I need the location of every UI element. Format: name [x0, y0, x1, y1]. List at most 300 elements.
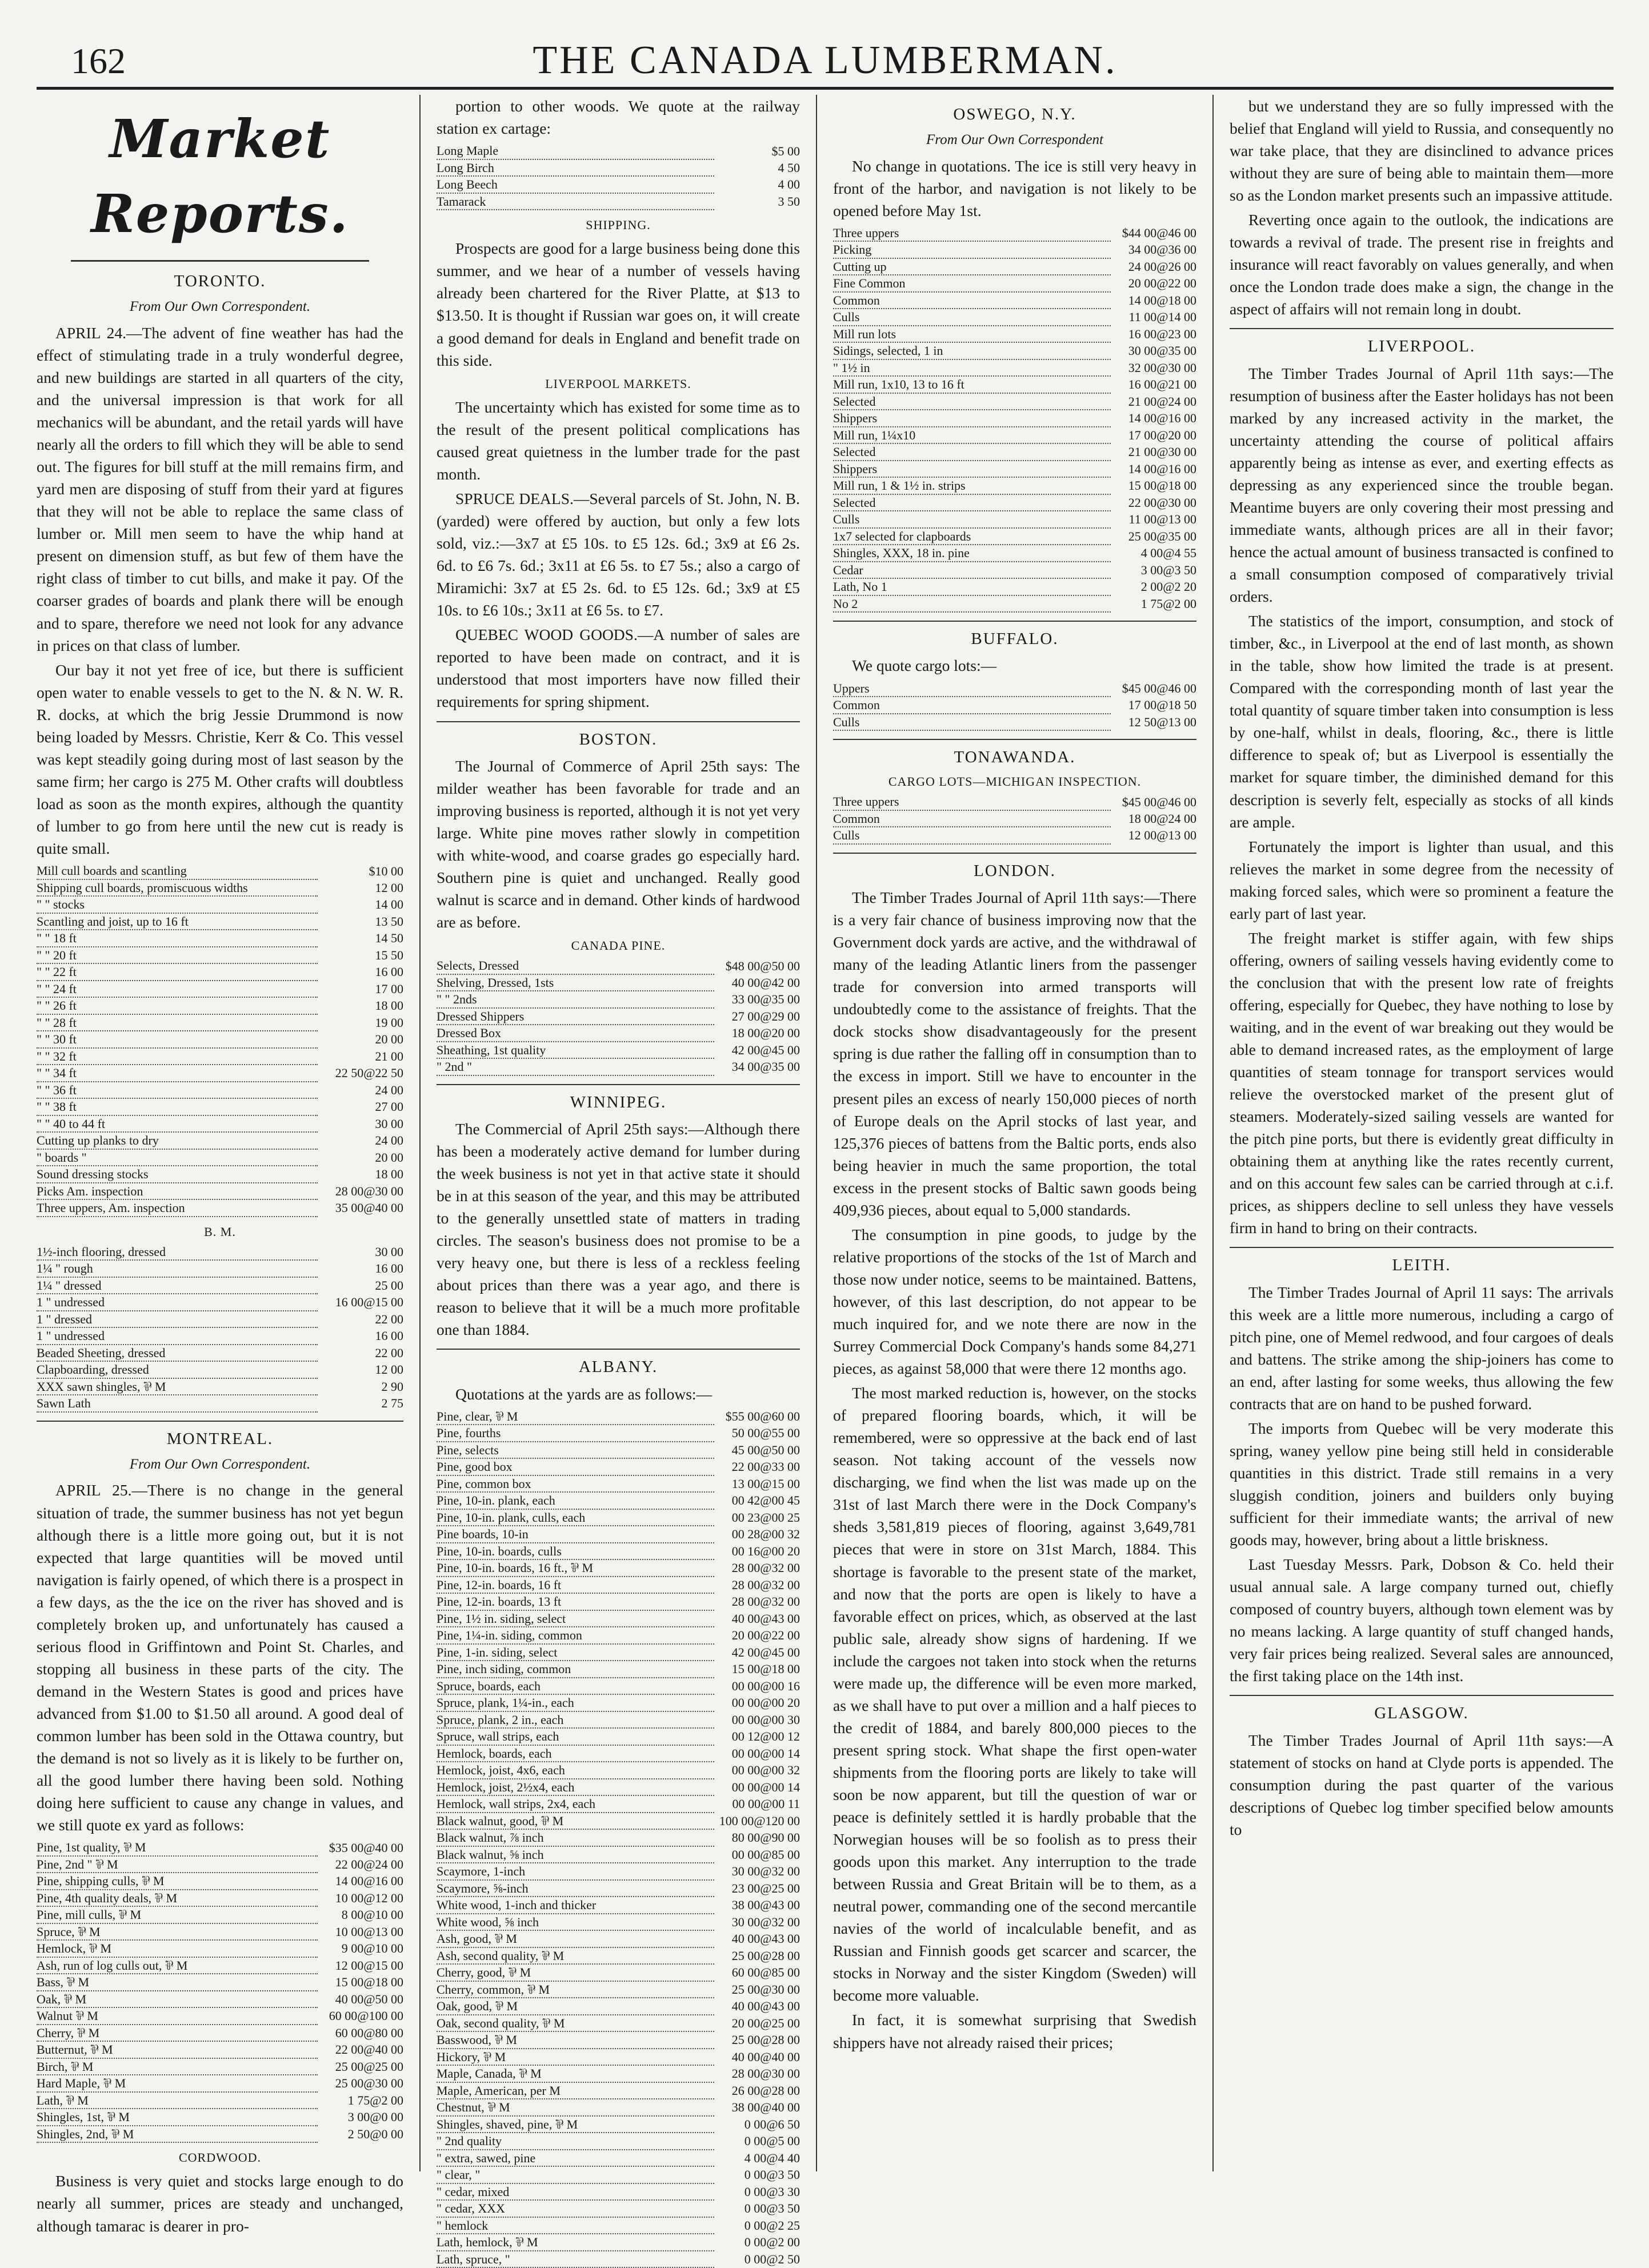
item-price: 25 00@25 00	[335, 2059, 403, 2074]
item-price: 15 00@18 00	[335, 1975, 403, 1990]
price-row	[437, 176, 800, 193]
price-row	[437, 974, 800, 991]
item-price: 11 00@13 00	[1128, 512, 1196, 527]
price-row	[437, 2049, 800, 2066]
item-price: 24 00	[375, 1082, 403, 1097]
price-row	[437, 1627, 800, 1644]
item-name: Mill run, 1x10, 13 to 16 ft	[833, 376, 1111, 393]
item-price: 42 00@45 00	[731, 1645, 800, 1659]
item-name: Pine, clear, ⅌ M	[437, 1409, 714, 1425]
item-price: 4 00@4 40	[744, 2150, 800, 2165]
item-price: 11 00@14 00	[1128, 310, 1196, 325]
item-price: 32 00@30 00	[1128, 360, 1196, 375]
item-price: 60 00@100 00	[329, 2009, 403, 2023]
price-row	[37, 1856, 403, 1873]
price-row	[833, 275, 1196, 292]
item-price: 25 00	[375, 1278, 403, 1293]
item-price: 0 00@6 50	[744, 2117, 800, 2131]
item-name: Beaded Sheeting, dressed	[37, 1345, 318, 1362]
price-row	[437, 1829, 800, 1846]
price-row	[37, 997, 403, 1014]
item-name: Cutting up planks to dry	[37, 1132, 318, 1149]
price-row	[437, 1475, 800, 1493]
paragraph: The uncertainty which has existed for some time as to the result of the present political complications has caused great quietness in the lumber trade for the past month.	[437, 398, 800, 483]
item-name: Dressed Box	[437, 1025, 714, 1042]
item-name: Pine, 2nd " ⅌ M	[37, 1856, 318, 1873]
item-name: Shipping cull boards, promiscuous widths	[37, 879, 318, 897]
price-row	[37, 1277, 403, 1294]
item-price: 22 00@24 00	[335, 1857, 403, 1871]
item-name: Cherry, ⅌ M	[37, 2025, 318, 2042]
price-row	[37, 1378, 403, 1395]
item-name: Hemlock, joist, 2½x4, each	[437, 1779, 714, 1796]
item-price: 0 00@2 50	[744, 2251, 800, 2266]
price-row	[437, 1559, 800, 1577]
price-row	[437, 1930, 800, 1947]
item-name: Black walnut, good, ⅌ M	[437, 1813, 714, 1830]
price-row	[37, 1311, 403, 1328]
item-price: $45 00@46 00	[1122, 794, 1196, 809]
item-name: " 2nd "	[437, 1058, 714, 1075]
item-name: Pine, 10-in. plank, culls, each	[437, 1509, 714, 1526]
item-price: 2 75	[381, 1396, 403, 1411]
liverpool-markets-body	[437, 396, 800, 713]
item-price: 60 00@85 00	[731, 1965, 800, 1980]
item-name: Tamarack	[437, 193, 714, 210]
price-row	[437, 1863, 800, 1880]
price-row	[37, 863, 403, 879]
price-row	[37, 2109, 403, 2126]
item-price: 0 00@2 25	[744, 2218, 800, 2233]
item-price: 17 00@18 50	[1128, 698, 1196, 713]
item-price: 30 00	[375, 1116, 403, 1131]
item-name: Sound dressing stocks	[37, 1166, 318, 1183]
price-row	[833, 810, 1196, 827]
item-name: Shippers	[833, 410, 1111, 427]
london-continued	[1230, 95, 1614, 320]
montreal-heading: MONTREAL.	[37, 1421, 403, 1451]
item-price: 80 00@90 00	[731, 1830, 800, 1845]
item-name: Selected	[833, 393, 1111, 410]
item-price: 16 00@23 00	[1128, 326, 1196, 341]
item-price: 00 00@00 14	[731, 1779, 800, 1794]
item-price: 40 00@42 00	[731, 975, 800, 990]
item-price: 00 12@00 12	[731, 1729, 800, 1744]
montreal-byline: From Our Own Correspondent.	[129, 1456, 311, 1472]
oswego-heading: OSWEGO, N.Y.	[953, 105, 1076, 123]
item-name: Sidings, selected, 1 in	[833, 342, 1111, 359]
price-row	[37, 930, 403, 947]
item-name: Culls	[833, 511, 1111, 528]
price-row	[437, 1745, 800, 1762]
item-name: Pine, 1½ in. siding, select	[437, 1610, 714, 1627]
paragraph: The freight market is stiffer again, with few ships offering, owners of sailing vessels having evidently come to the conclusion that with the present low rate of freights offering, especially for Quebec, they have nothing to lose by waiting, and in the event of war breaking out they would be able to demand increased rates, as the employment of large quantities of steam tonnage for transport services would relieve the overstocked market of the present glut of steamers. Moderately-sized sailing vessels are wanted for the pitch pine ports, but there is evidently great difficulty in obtaining them at anything like the rates recently current, and on this account few sales can be carried through at c.i.f. prices, as shippers decline to sell unless they have vessels firm in hand to bring on their contracts.	[1230, 929, 1614, 1237]
item-name: Lath, hemlock, ⅌ M	[437, 2234, 714, 2251]
price-row	[833, 342, 1196, 359]
price-row	[437, 1593, 800, 1610]
price-row	[833, 794, 1196, 810]
price-row	[437, 1058, 800, 1075]
item-price: 30 00	[375, 1245, 403, 1259]
item-name: Culls	[833, 714, 1111, 731]
item-name: Pine, 10-in. boards, 16 ft., ⅌ M	[437, 1559, 714, 1577]
boston-heading: BOSTON.	[437, 721, 800, 751]
item-name: XXX sawn shingles, ⅌ M	[37, 1378, 318, 1395]
albany-price-table	[437, 1409, 800, 2268]
price-row	[437, 1008, 800, 1025]
price-row	[437, 2099, 800, 2116]
item-name: " " 22 ft	[37, 963, 318, 981]
column-divider	[1212, 95, 1214, 2171]
price-row	[37, 2007, 403, 2025]
item-name: Butternut, ⅌ M	[37, 2041, 318, 2058]
london-heading: LONDON.	[833, 853, 1196, 883]
albany-heading: ALBANY.	[437, 1349, 800, 1379]
item-name: Long Beech	[437, 176, 714, 193]
item-name: Lath, No 1	[833, 578, 1111, 595]
price-row	[437, 159, 800, 177]
price-row	[437, 2200, 800, 2217]
item-name: Hickory, ⅌ M	[437, 2049, 714, 2066]
item-price: 40 00@50 00	[335, 1991, 403, 2006]
price-row	[833, 494, 1196, 511]
item-price: 42 00@45 00	[731, 1042, 800, 1057]
price-row	[37, 1048, 403, 1065]
item-name: Common	[833, 292, 1111, 309]
price-row	[833, 427, 1196, 444]
item-price: 13 50	[375, 914, 403, 929]
item-name: " " 26 ft	[37, 997, 318, 1014]
price-row	[437, 1678, 800, 1695]
item-name: Pine, good box	[437, 1458, 714, 1475]
price-row	[437, 2015, 800, 2032]
item-name: 1x7 selected for clapboards	[833, 528, 1111, 545]
item-price: 00 00@00 16	[731, 1678, 800, 1693]
item-price: $35 00@40 00	[329, 1840, 403, 1855]
item-name: " " 28 ft	[37, 1014, 318, 1031]
item-price: 15 50	[375, 947, 403, 962]
item-name: Three uppers	[833, 225, 1111, 242]
item-price: $48 00@50 00	[725, 958, 800, 973]
item-price: 35 00@40 00	[335, 1201, 403, 1215]
item-name: Picking	[833, 241, 1111, 258]
tonawanda-price-table	[833, 794, 1196, 845]
item-name: Shingles, 2nd, ⅌ M	[37, 2126, 318, 2143]
item-price: $55 00@60 00	[725, 1409, 800, 1424]
item-name: Pine, 10-in. plank, each	[437, 1492, 714, 1509]
item-name: " extra, sawed, pine	[437, 2150, 714, 2167]
item-price: 00 16@00 20	[731, 1543, 800, 1558]
price-row	[833, 376, 1196, 393]
item-name: Hard Maple, ⅌ M	[37, 2075, 318, 2092]
item-name: Cedar	[833, 562, 1111, 579]
column-2	[437, 95, 800, 2266]
item-name: " " 34 ft	[37, 1065, 318, 1082]
buffalo-price-table	[833, 681, 1196, 731]
item-price: 22 00@33 00	[731, 1459, 800, 1474]
item-name: Spruce, plank, 2 in., each	[437, 1711, 714, 1729]
item-price: 23 00@25 00	[731, 1881, 800, 1895]
item-price: 14 00@16 00	[1128, 461, 1196, 476]
price-row	[437, 1762, 800, 1779]
item-name: Cutting up	[833, 258, 1111, 275]
price-row	[437, 991, 800, 1008]
price-row	[437, 2116, 800, 2133]
price-row	[437, 1795, 800, 1813]
item-price: 1 75@2 00	[1140, 596, 1196, 611]
item-name: Hemlock, wall strips, 2x4, each	[437, 1795, 714, 1813]
item-name: Shingles, XXX, 18 in. pine	[833, 545, 1111, 562]
item-name: Ash, run of log culls out, ⅌ M	[37, 1957, 318, 1974]
item-price: 20 00@25 00	[731, 2015, 800, 2030]
item-name: Shelving, Dressed, 1sts	[437, 974, 714, 991]
item-name: Cherry, good, ⅌ M	[437, 1964, 714, 1981]
item-price: 00 42@00 45	[731, 1493, 800, 1508]
item-name: " clear, "	[437, 2166, 714, 2183]
item-name: White wood, 1-inch and thicker	[437, 1897, 714, 1914]
price-row	[833, 292, 1196, 309]
price-row	[37, 1991, 403, 2008]
item-name: Scantling and joist, up to 16 ft	[37, 913, 318, 930]
paragraph: Reverting once again to the outlook, the indications are towards a revival of trade. The present rise in freights and insurance will react favorably on values generally, and when once the London trade does make a sign, the change in the aspect of affairs will not remain long in doubt.	[1230, 211, 1614, 318]
item-name: Uppers	[833, 681, 1111, 697]
price-row	[37, 1395, 403, 1412]
paragraph: The most marked reduction is, however, on the stocks of prepared flooring boards, which, it will be remembered, were so oppressive at the back end of last season. Not taking account of the vessels now discharging, we find when the list was made up on the 31st of last March there were in the Dock Company's sheds 3,581,819 pieces of flooring, against 3,649,781 pieces that were in store on 31st March, 1884. This shortage is favorable to the present state of the market, and now that the ports are open is likely to have a favorable effect on prices, which, as observed at the last public sale, already show signs of hardening. If we include the cargoes not taken into stock when the returns were made up, the difference will be even more marked, as we shall have to put over a million and a half pieces to the credit of 1884, and barely 800,000 pieces to the present spring stock. What shape the first open-water shipments from the flooring ports are likely to take will soon be now apparent, but till the question of war or peace is definitely settled it is hardly probable that the Norwegian houses will be so foolish as to press their goods upon this market. Any interruption to the trade between Russia and Great Britain will be to them, as a neutral power, commanding one of the second mercantile navies of the world of incalculable benefit, and as Russian and Finnish goods get scarcer and scarcer, the stocks in Norway and the sister Kingdom (Sweden) will become more valuable.	[833, 1384, 1196, 2005]
price-row	[437, 1728, 800, 1745]
item-price: 2 50@0 00	[347, 2126, 403, 2141]
item-price: 21 00@30 00	[1128, 445, 1196, 459]
price-row	[437, 1526, 800, 1543]
item-price: 45 00@50 00	[731, 1442, 800, 1457]
price-row	[437, 1914, 800, 1931]
item-price: 12 50@13 00	[1128, 714, 1196, 729]
item-price: 4 00@4 55	[1140, 546, 1196, 561]
paragraph: The Timber Trades Journal of April 11 says: The arrivals this week are a little more numerous, including a cargo of pitch pine, one of Memel redwood, and four cargoes of deals and battens. The strike among the ship-joiners has come to an end, after lasting for some weeks, thus allowing the few contracts that are on hand to be pushed forward.	[1230, 1283, 1614, 1413]
item-name: " boards "	[37, 1149, 318, 1166]
price-row	[437, 1442, 800, 1459]
item-name: Pine, selects	[437, 1442, 714, 1459]
item-price: 26 00@28 00	[731, 2083, 800, 2098]
cordwood-label: CORDWOOD.	[178, 2150, 262, 2165]
price-row	[37, 1065, 403, 1082]
item-name: Bass, ⅌ M	[37, 1974, 318, 1991]
item-name: " hemlock	[437, 2217, 714, 2234]
price-row	[37, 879, 403, 897]
price-row	[37, 2075, 403, 2092]
bm-label: B. M.	[204, 1224, 236, 1239]
toronto-body	[37, 322, 403, 859]
oswego-byline: From Our Own Correspondent	[926, 132, 1103, 148]
item-price: 12 00@13 00	[1128, 828, 1196, 843]
item-name: Spruce, boards, each	[437, 1678, 714, 1695]
item-name: " " stocks	[37, 896, 318, 913]
glasgow-paragraph: The Timber Trades Journal of April 11th says:—A statement of stocks on hand at Clyde ports is appended. The consumption during the past quarter of the various descriptions of Quebec log timber specified below amounts to	[1230, 1731, 1614, 1838]
item-name: Shingles, shaved, pine, ⅌ M	[437, 2116, 714, 2133]
toronto-flooring-table	[37, 1244, 403, 1413]
price-row	[833, 258, 1196, 275]
item-price: 25 00@28 00	[731, 1948, 800, 1963]
liverpool-body	[1230, 362, 1614, 1239]
item-price: 17 00	[375, 981, 403, 996]
paragraph: In fact, it is somewhat surprising that Swedish shippers have not already raised their prices;	[833, 2011, 1196, 2051]
paragraph: The consumption in pine goods, to judge by the relative proportions of the stocks of the 1st of March and those now under notice, seems to be maintained. Battens, however, of this last description, do not appear to be much inquired for, and we note there are now in the Surrey Commercial Dock Company's hands some 84,271 pieces, as against 58,000 that were there 12 months ago.	[833, 1225, 1196, 1378]
item-price: 16 00@15 00	[335, 1295, 403, 1310]
price-row	[37, 1183, 403, 1200]
item-price: 50 00@55 00	[731, 1426, 800, 1441]
paragraph: QUEBEC WOOD GOODS.—A number of sales are reported to have been made on contract, and it is understood that most importers have now filled their requirements for spring shipment.	[437, 626, 800, 711]
price-row	[437, 1409, 800, 1425]
price-row	[37, 1327, 403, 1345]
price-row	[437, 1661, 800, 1678]
price-row	[437, 1880, 800, 1897]
item-price: 18 00@24 00	[1128, 811, 1196, 826]
toronto-price-table	[37, 863, 403, 1217]
price-row	[833, 714, 1196, 731]
item-price: 14 50	[375, 931, 403, 946]
item-name: Pine, shipping culls, ⅌ M	[37, 1873, 318, 1890]
item-name: Pine, fourths	[437, 1425, 714, 1442]
column-3	[833, 95, 1196, 2171]
price-row	[833, 241, 1196, 258]
item-name: Culls	[833, 309, 1111, 326]
canada-pine-label: CANADA PINE.	[571, 938, 666, 953]
boston-price-table	[437, 958, 800, 1076]
glasgow-heading: GLASGOW.	[1230, 1695, 1614, 1725]
price-row	[437, 1846, 800, 1863]
item-name: Basswood, ⅌ M	[437, 2031, 714, 2049]
item-name: Fine Common	[833, 275, 1111, 292]
price-row	[37, 1890, 403, 1907]
item-name: Birch, ⅌ M	[37, 2058, 318, 2075]
item-price: 22 50@22 50	[335, 1066, 403, 1081]
price-row	[437, 2166, 800, 2183]
item-name: " " 2nds	[437, 991, 714, 1008]
price-row	[833, 578, 1196, 595]
item-price: 0 00@3 50	[744, 2167, 800, 2182]
item-name: 1½-inch flooring, dressed	[37, 1244, 318, 1261]
item-price: 40 00@43 00	[731, 1611, 800, 1626]
item-price: 00 28@00 32	[731, 1527, 800, 1542]
paragraph: The Timber Trades Journal of April 11th says:—The resumption of business after the Easter holidays has not been marked by any increased activity in the market, the uncertainty attending the course of political affairs apparently being as intense as ever, and exerting effects as depressing as any experienced since the trouble began. Meantime buyers are only covering their most pressing and immediate wants, although prices are all in their favor; hence the actual amount of business transacted is confined to a small consumption composed of comparatively trivial orders.	[1230, 364, 1614, 606]
item-name: Mill cull boards and scantling	[37, 863, 318, 879]
item-name: Spruce, plank, 1¼-in., each	[437, 1694, 714, 1711]
price-row	[437, 1458, 800, 1475]
price-row	[833, 359, 1196, 377]
item-price: 27 00	[375, 1099, 403, 1114]
price-row	[37, 947, 403, 964]
price-row	[37, 1906, 403, 1923]
item-name: Pine, 12-in. boards, 13 ft	[437, 1593, 714, 1610]
item-name: Culls	[833, 827, 1111, 844]
item-name: Pine boards, 10-in	[437, 1526, 714, 1543]
item-price: 24 00@26 00	[1128, 259, 1196, 274]
buffalo-heading: BUFFALO.	[833, 621, 1196, 651]
item-price: 25 00@30 00	[731, 1982, 800, 1997]
item-price: 14 00@18 00	[1128, 293, 1196, 307]
item-name: Pine, 10-in. boards, culls	[437, 1543, 714, 1560]
price-row	[437, 1897, 800, 1914]
item-name: " " 32 ft	[37, 1048, 318, 1065]
item-price: 22 00@30 00	[1128, 495, 1196, 510]
column-4	[1230, 95, 1614, 2171]
price-row	[437, 1610, 800, 1627]
item-price: 10 00@13 00	[335, 1924, 403, 1939]
item-name: No 2	[833, 595, 1111, 613]
leith-body	[1230, 1281, 1614, 1687]
price-row	[437, 2031, 800, 2049]
item-name: Selects, Dressed	[437, 958, 714, 974]
price-row	[437, 2150, 800, 2167]
price-row	[37, 963, 403, 981]
item-name: " " 30 ft	[37, 1031, 318, 1048]
item-price: 20 00@22 00	[1128, 276, 1196, 291]
item-price: 15 00@18 00	[731, 1662, 800, 1677]
price-row	[833, 309, 1196, 326]
item-name: Shippers	[833, 461, 1111, 478]
buffalo-intro: We quote cargo lots:—	[852, 657, 997, 675]
item-name: Black walnut, ⅞ inch	[437, 1829, 714, 1846]
price-row	[37, 1940, 403, 1957]
item-price: $45 00@46 00	[1122, 681, 1196, 696]
shipping-paragraph: Prospects are good for a large business being done this summer, and we hear of a number of vessels having already been chartered for the River Platte, at $13 to $13.50. It is thought if Russian war goes on, it will create a good demand for deals in England and benefit trade on this side.	[437, 239, 800, 369]
item-price: 20 00@22 00	[731, 1628, 800, 1643]
item-price: 13 00@15 00	[731, 1476, 800, 1491]
item-price: 33 00@35 00	[731, 992, 800, 1007]
item-price: 18 00	[375, 1167, 403, 1182]
item-price: 00 23@00 25	[731, 1510, 800, 1525]
item-name: White wood, ⅝ inch	[437, 1914, 714, 1931]
london-body	[833, 886, 1196, 2053]
price-row	[437, 1813, 800, 1830]
price-row	[37, 1132, 403, 1149]
item-price: 18 00@20 00	[731, 1026, 800, 1041]
item-price: 2 90	[381, 1379, 403, 1394]
price-row	[37, 2058, 403, 2075]
price-row	[437, 1543, 800, 1560]
price-row	[833, 827, 1196, 844]
item-name: Pine, 12-in. boards, 16 ft	[437, 1577, 714, 1594]
price-row	[37, 1149, 403, 1166]
item-price: 14 00	[375, 897, 403, 912]
price-row	[37, 2092, 403, 2109]
item-name: Picks Am. inspection	[37, 1183, 318, 1200]
item-price: 00 00@00 32	[731, 1763, 800, 1778]
paragraph: Last Tuesday Messrs. Park, Dobson & Co. held their usual annual sale. A large company turned out, chiefly composed of country buyers, although town element was by no means lacking. A large quantity of stuff changed hands, very fair prices being realized. Several sales are announced, the first taking place on the 14th inst.	[1230, 1555, 1614, 1685]
price-row	[437, 143, 800, 159]
item-price: 25 00@28 00	[731, 2033, 800, 2047]
price-row	[437, 2183, 800, 2201]
item-price: 16 00	[375, 965, 403, 979]
item-name: Oak, ⅌ M	[37, 1991, 318, 2008]
item-name: Clapboarding, dressed	[37, 1361, 318, 1378]
item-price: 25 00@35 00	[1128, 529, 1196, 543]
price-row	[37, 1873, 403, 1890]
item-price: 15 00@18 00	[1128, 478, 1196, 493]
item-price: 30 00@32 00	[731, 1914, 800, 1929]
price-row	[37, 981, 403, 998]
item-name: " 2nd quality	[437, 2133, 714, 2150]
item-name: Selected	[833, 494, 1111, 511]
price-row	[37, 1098, 403, 1115]
item-name: Mill run, 1¼x10	[833, 427, 1111, 444]
liverpool-markets-label: LIVERPOOL MARKETS.	[545, 376, 691, 391]
item-name: Black walnut, ⅝ inch	[437, 1846, 714, 1863]
item-name: Oak, good, ⅌ M	[437, 1998, 714, 2015]
item-name: " " 36 ft	[37, 1082, 318, 1099]
paragraph: APRIL 24.—The advent of fine weather has had the effect of stimulating trade in a truly wonderful degree, and new buildings are started in all quarters of the city, and the universal impression is that work for all mechanics will be abundant, and the retail yards will have nearly all the orders to fill which they will be able to send out. The figures for bill stuff at the mill remains firm, and yard men are disposing of stuff from their yard at figures that they will not be able to replace the same class of lumber or. Mill men seem to have the whip hand at present on dimension stuff, as but few of them have the right class of timber to cut bills, and make it pay. Of the coarser grades of boards and plank there will be enough and to spare, therefore we need not look for any advance in prices on that class of lumber.	[37, 323, 403, 654]
item-price: 00 00@85 00	[731, 1847, 800, 1862]
price-row	[437, 1509, 800, 1526]
